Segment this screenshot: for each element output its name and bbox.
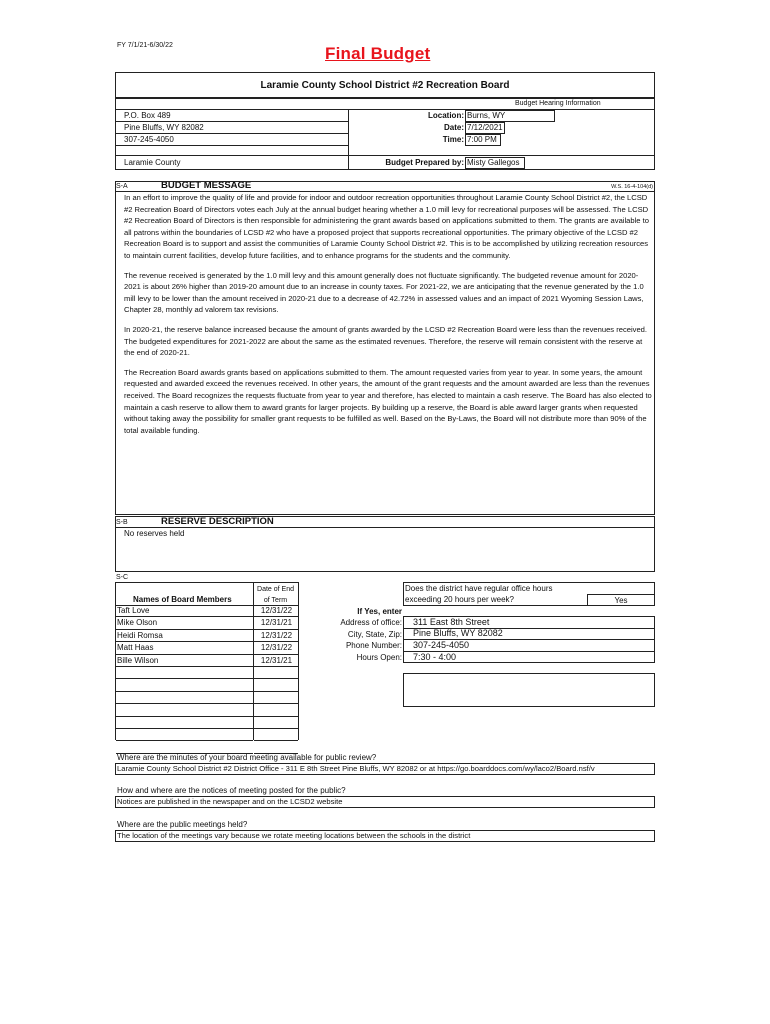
statute-reference: W.S. 16-4-104(d): [611, 184, 653, 190]
date-end-header: Date of End: [257, 586, 294, 593]
date-value: 7/12/2021: [465, 122, 505, 134]
budget-paragraph: In an effort to improve the quality of life and provide for indoor and outdoor recreation opportunities throughout Laramie County School District #2, the LCSD #2 Recreation Board of Directors votes each July at the annual budget hearing whether a 1.0 mill levy for recreational purposes will be assessed. The LCSD #2 Recreation Board of Directors is then responsible for administering the grant awards based on applications submitted to them. The grants are available to all patrons within the boundaries of LCSD #2 who have a proposed project that supports recreational opportunities. The primary objective of the LCSD #2 Recreation Board is to support and assist the communities of Laramie County School District #2. This is to be accomplished by utilizing recreation resources to maintain current facilities, develop future facilities, and to enhance programs for the students and the community.: [124, 193, 649, 260]
divider: [115, 145, 348, 146]
divider: [348, 109, 349, 170]
fiscal-year: FY 7/1/21-6/30/22: [117, 42, 173, 49]
empty-row: [116, 717, 253, 729]
prepared-by-value: Misty Gallegos: [465, 157, 525, 169]
section-sa-label: S-A: [116, 183, 128, 190]
county: Laramie County: [124, 158, 181, 167]
section-sb-label: S-B: [116, 519, 128, 526]
board-terms-column: [254, 605, 298, 754]
minutes-answer: Laramie County School District #2 District Office - 311 E 8th Street Pine Bluffs, WY 82082 or at https://go.boarddocs.com/wy/laco2/Board.nsf/v: [115, 763, 655, 775]
district-title: Laramie County School District #2 Recreation Board: [260, 80, 510, 91]
budget-message-body: [124, 192, 652, 444]
board-member-term: 12/31/22: [254, 605, 298, 617]
empty-row: [254, 741, 298, 753]
empty-row: [254, 717, 298, 729]
empty-row: [116, 704, 253, 716]
empty-row: [254, 667, 298, 679]
divider: [115, 121, 348, 122]
names-header: Names of Board Members: [133, 595, 232, 604]
office-hours-question-cont: exceeding 20 hours per week?: [405, 595, 514, 604]
empty-row: [116, 679, 253, 691]
office-hours-label: Hours Open:: [356, 653, 402, 662]
reserve-text: No reserves held: [124, 529, 185, 538]
empty-row: [116, 692, 253, 704]
date-label: Date:: [443, 123, 464, 132]
divider: [115, 109, 655, 110]
empty-row: [254, 679, 298, 691]
board-member-name: Mike Olson: [116, 617, 253, 629]
board-member-name: Matt Haas: [116, 642, 253, 654]
notices-answer: Notices are published in the newspaper and on the LCSD2 website: [115, 796, 655, 808]
office-address-label: Address of office:: [340, 618, 402, 627]
budget-paragraph: The Recreation Board awards grants based on applications submitted to them. The amount requested varies from year to year. In some years, the amount requested and awarded exceed the revenues received. In other years, the amount of the grant requests and the amount awarded are less than the revenues received. The Board recognizes the requests fluctuate from year to year and therefore, has elected to maintain a cash reserve. The Board has also elected to maintain a cash reserve to allow them to award grants for larger projects. By building up a reserve, the Board is able award larger grants when requested without taking away the possibility for smaller grant requests to be fulfilled as well. Based on the By-Laws, the Board will not distribute more than 90% of the total available funding.: [124, 367, 652, 435]
divider: [298, 582, 299, 740]
divider: [115, 155, 655, 156]
board-member-term: 12/31/21: [254, 617, 298, 629]
prepared-by-label: Budget Prepared by:: [385, 158, 464, 167]
notices-question: How and where are the notices of meeting posted for the public?: [117, 786, 346, 795]
empty-row: [116, 667, 253, 679]
office-hours: 7:30 - 4:00: [413, 652, 457, 662]
address-phone: 307-245-4050: [124, 135, 174, 144]
budget-paragraph: The revenue received is generated by the 1.0 mill levy and this amount generally does not fluctuate significantly. The budgeted revenue amount for 2020-2021 is about 26% higher than 2019-20 amount due to an increase in county taxes. For 2021-22, we are anticipating that the revenue generated by the 1.0 mill levy to be lower than the amount received in 2020-21 due to a decrease of 42.72% in assessed values and an impact of 2021 Wyoming Session Laws, Chapter 28, monthly ad valorem tax revisions.: [124, 270, 644, 315]
divider: [115, 527, 655, 528]
address-line1: P.O. Box 489: [124, 111, 171, 120]
empty-row: [116, 729, 253, 741]
reserve-description-title: RESERVE DESCRIPTION: [161, 516, 274, 527]
office-phone-label: Phone Number:: [345, 641, 402, 650]
meetings-answer: The location of the meetings vary because we rotate meeting locations between the schools in the district: [115, 830, 655, 842]
office-address: 311 East 8th Street: [413, 617, 490, 627]
board-member-term: 12/31/22: [254, 642, 298, 654]
board-names-column: [116, 605, 253, 754]
location-value: Burns, WY: [465, 110, 555, 122]
meetings-question: Where are the public meetings held?: [117, 820, 248, 829]
office-hours-question: Does the district have regular office hours: [405, 584, 553, 593]
budget-message-title: BUDGET MESSAGE: [161, 180, 252, 191]
empty-row: [116, 741, 253, 753]
divider: [115, 133, 348, 134]
if-yes-label: If Yes, enter: [357, 607, 402, 616]
board-member-name: Taft Love: [116, 605, 253, 617]
office-hours-answer: Yes: [587, 594, 655, 606]
minutes-question: Where are the minutes of your board meeting available for public review?: [117, 753, 377, 762]
board-member-name: Heidi Romsa: [116, 630, 253, 642]
empty-row: [254, 692, 298, 704]
office-phone: 307-245-4050: [413, 640, 470, 650]
board-member-term: 12/31/21: [254, 655, 298, 667]
location-label: Location:: [428, 111, 464, 120]
board-member-name: Bille Wilson: [116, 655, 253, 667]
address-line2: Pine Bluffs, WY 82082: [124, 123, 204, 132]
section-sc-label: S-C: [116, 574, 129, 581]
reserve-box: [115, 516, 655, 572]
office-extra-box: [403, 673, 655, 707]
time-label: Time:: [442, 135, 464, 144]
empty-row: [254, 704, 298, 716]
time-value: 7:00 PM: [465, 134, 501, 146]
empty-row: [254, 729, 298, 741]
budget-paragraph: In 2020-21, the reserve balance increased because the amount of grants awarded by the LCSD #2 Recreation Board were less than the revenues received. The budgeted expenditures for 2021-2022 are about the same as the estimated revenues. Therefore, the reserve will remain consistent with the reserve at the end of 2020-21.: [124, 324, 648, 358]
office-city: Pine Bluffs, WY 82082: [413, 628, 503, 638]
board-member-term: 12/31/22: [254, 630, 298, 642]
hearing-info-label: Budget Hearing Information: [515, 100, 601, 107]
office-city-label: City, State, Zip:: [347, 630, 402, 639]
divider: [115, 582, 298, 583]
page-title: Final Budget: [325, 44, 431, 63]
term-header: of Term: [263, 597, 288, 604]
